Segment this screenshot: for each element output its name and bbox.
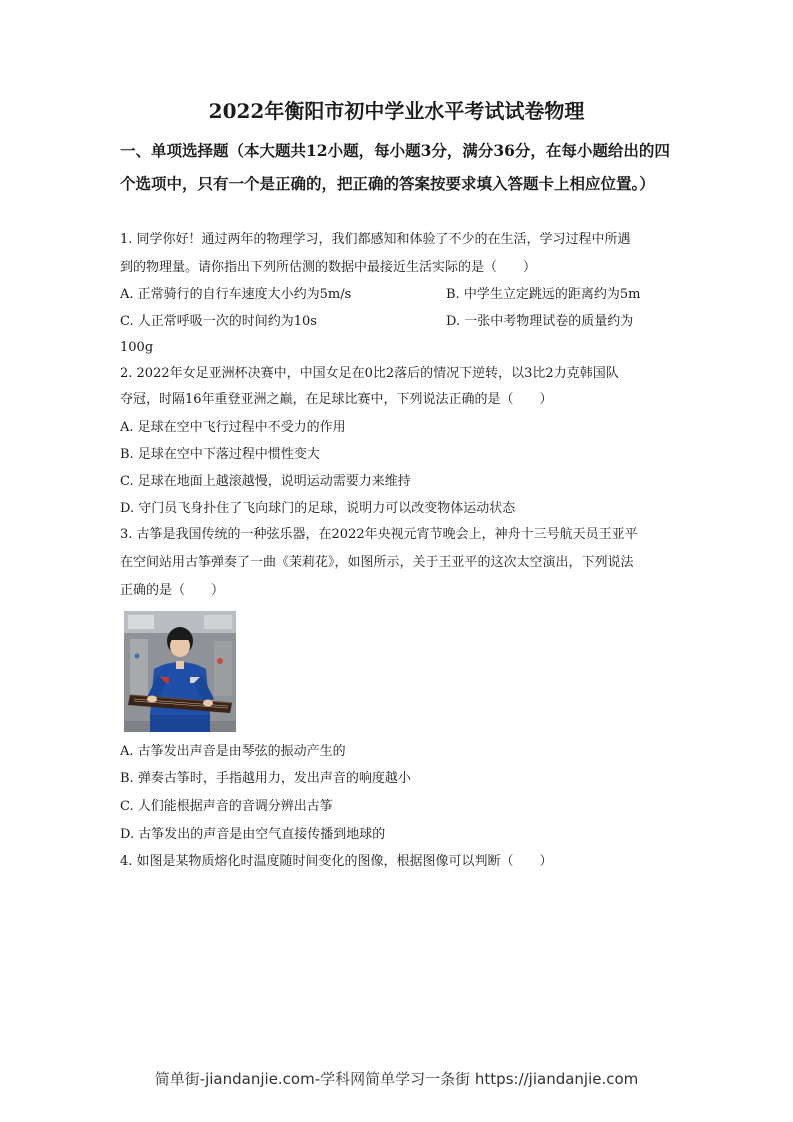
page-footer: 简单街-jiandanjie.com-学科网简单学习一条街 https://jiandanjie.com bbox=[154, 1070, 639, 1088]
q2-option-c: C. 足球在地面上越滚越慢，说明运动需要力来维持 bbox=[120, 474, 411, 489]
q4-stem-line-1: 4. 如图是某物质熔化时温度随时间变化的图像，根据图像可以判断（ ） bbox=[120, 854, 553, 869]
q3-option-d: D. 古筝发出的声音是由空气直接传播到地球的 bbox=[120, 827, 386, 842]
q2-option-a: A. 足球在空中飞行过程中不受力的作用 bbox=[120, 420, 346, 435]
q3-option-c: C. 人们能根据声音的音调分辨出古筝 bbox=[120, 799, 333, 814]
q3-stem-line-1: 3. 古筝是我国传统的一种弦乐器，在2022年央视元宵节晚会上，神舟十三号航天员王亚平 bbox=[120, 527, 638, 542]
q2-option-d: D. 守门员飞身扑住了飞向球门的足球，说明力可以改变物体运动状态 bbox=[120, 501, 516, 516]
q1-option-a: A. 正常骑行的自行车速度大小约为5m/s bbox=[120, 287, 352, 302]
q3-option-b: B. 弹奏古筝时，手指越用力，发出声音的响度越小 bbox=[120, 771, 411, 786]
q1-stem-line-1: 1. 同学你好！通过两年的物理学习，我们都感知和体验了不少的在生活，学习过程中所遇 bbox=[120, 232, 631, 247]
section-heading: 一、单项选择题（本大题共12小题，每小题3分，满分36分，在每小题给出的四个选项中，只有一个是正确的，把正确的答案按要求填入答题卡上相应位置。） bbox=[120, 141, 670, 193]
page-title: 2022年衡阳市初中学业水平考试试卷物理 bbox=[208, 99, 585, 123]
q1-option-d-continued: 100g bbox=[120, 340, 154, 355]
q1-option-b: B. 中学生立定跳远的距离约为5m bbox=[446, 287, 641, 302]
q2-stem-line-2: 夺冠，时隔16年重登亚洲之巅，在足球比赛中，下列说法正确的是（ ） bbox=[120, 392, 553, 407]
q1-option-d: D. 一张中考物理试卷的质量约为 bbox=[446, 314, 634, 329]
q3-option-a: A. 古筝发出声音是由琴弦的振动产生的 bbox=[120, 744, 346, 759]
astronaut-guzheng-illustration bbox=[124, 611, 236, 732]
q3-stem-line-2: 在空间站用古筝弹奏了一曲《茉莉花》，如图所示，关于王亚平的这次太空演出，下列说法 bbox=[120, 555, 634, 570]
guzheng-performance-photo bbox=[124, 611, 236, 732]
q1-option-c: C. 人正常呼吸一次的时间约为10s bbox=[120, 314, 317, 329]
q1-stem-line-2: 到的物理量。请你指出下列所估测的数据中最接近生活实际的是（ ） bbox=[120, 260, 537, 275]
q3-stem-line-3: 正确的是（ ） bbox=[120, 583, 225, 598]
q2-option-b: B. 足球在空中下落过程中惯性变大 bbox=[120, 447, 320, 462]
q2-stem-line-1: 2. 2022年女足亚洲杯决赛中，中国女足在0比2落后的情况下逆转，以3比2力克韩国队 bbox=[120, 366, 619, 381]
